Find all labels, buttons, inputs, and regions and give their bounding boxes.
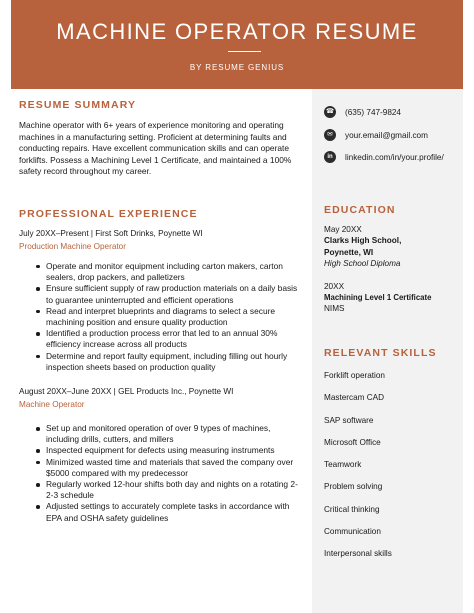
list-item: Set up and monitored operation of over 9 types of machines, including drills, cutters, and millers: [36, 423, 303, 445]
school-location: Poynette, WI: [324, 247, 374, 257]
cert-org: NIMS: [324, 304, 345, 314]
summary-text: Machine operator with 6+ years of experience monitoring and operating machines in a manufacturing setting. Proficient at determining faults and conducting repairs. Have excellent communication skills and can operate forklifts. Possess a Machining Level 1 Certificate, and maintained a 100% safety record throughout my career.: [19, 120, 292, 177]
header-banner: [11, 0, 463, 89]
job-title: Machine Operator: [19, 400, 85, 409]
list-item: Problem solving: [324, 482, 383, 492]
list-item: Mastercam CAD: [324, 393, 385, 403]
contact-email[interactable]: [324, 129, 459, 141]
title-divider: [228, 51, 261, 52]
list-item: Inspected equipment for defects using measuring instruments: [36, 445, 303, 456]
job-dates-employer: August 20XX–June 20XX | GEL Products Inc., Poynette WI: [19, 387, 234, 396]
email-icon: ✉: [324, 129, 336, 141]
skills-heading: RELEVANT SKILLS: [324, 347, 437, 359]
cert-date: 20XX: [324, 281, 345, 291]
list-item: Interpersonal skills: [324, 549, 392, 559]
list-item: Determine and report faulty equipment, including filling out hourly inspection sheets based on production quality: [36, 351, 303, 373]
linkedin-icon: in: [324, 151, 336, 163]
contact-linkedin[interactable]: [324, 151, 459, 163]
list-item: Regularly worked 12-hour shifts both day and nights on a rotating 2-2-3 schedule: [36, 479, 303, 501]
job-bullets: [19, 423, 303, 524]
resume-subtitle: BY RESUME GENIUS: [189, 63, 285, 72]
list-item: Communication: [324, 527, 381, 537]
resume-title: MACHINE OPERATOR RESUME: [56, 19, 418, 44]
main-column: [19, 99, 303, 524]
cert-name: Machining Level 1 Certificate: [324, 293, 432, 303]
list-item: Microsoft Office: [324, 437, 381, 447]
job-title: Production Machine Operator: [19, 241, 126, 251]
list-item: Identified a production process error that led to an annual 30% efficiency increase across all products: [36, 328, 303, 350]
school-date: May 20XX: [324, 225, 362, 234]
job-dates-employer: July 20XX–Present | First Soft Drinks, Poynette WI: [19, 228, 203, 238]
education-heading: EDUCATION: [324, 204, 396, 216]
education-section: [324, 204, 459, 315]
linkedin-text: linkedin.com/in/your.profile/: [345, 152, 444, 162]
list-item: Teamwork: [324, 460, 362, 470]
phone-text: (635) 747-9824: [345, 107, 401, 117]
diploma: High School Diploma: [324, 259, 401, 269]
job-entry: [19, 387, 303, 524]
phone-icon: ☎: [324, 106, 336, 118]
list-item: Ensure sufficient supply of raw production materials on a daily basis to guarantee uninterrupted and efficient operations: [36, 283, 303, 305]
list-item: Operate and monitor equipment including carton makers, carton sealers, drop packers, and palletizers: [36, 261, 303, 283]
list-item: Forklift operation: [324, 371, 385, 380]
job-entry: [19, 229, 303, 373]
list-item: Adjusted settings to accurately complete tasks in accordance with EPA and OSHA safety guidelines: [36, 501, 303, 523]
list-item: Critical thinking: [324, 504, 380, 514]
contact-section: [324, 106, 459, 174]
list-item: SAP software: [324, 415, 374, 425]
experience-heading: PROFESSIONAL EXPERIENCE: [19, 207, 198, 220]
list-item: Minimized wasted time and materials that saved the company over $5000 compared with my predecessor: [36, 457, 303, 479]
email-text: your.email@gmail.com: [345, 130, 428, 140]
list-item: Read and interpret blueprints and diagrams to select a secure machining position and ensure quality production: [36, 306, 303, 328]
job-bullets: [19, 261, 303, 373]
school-name: Clarks High School,: [324, 236, 402, 246]
contact-phone[interactable]: [324, 106, 459, 118]
skills-section: [324, 347, 459, 572]
summary-heading: RESUME SUMMARY: [19, 99, 137, 111]
